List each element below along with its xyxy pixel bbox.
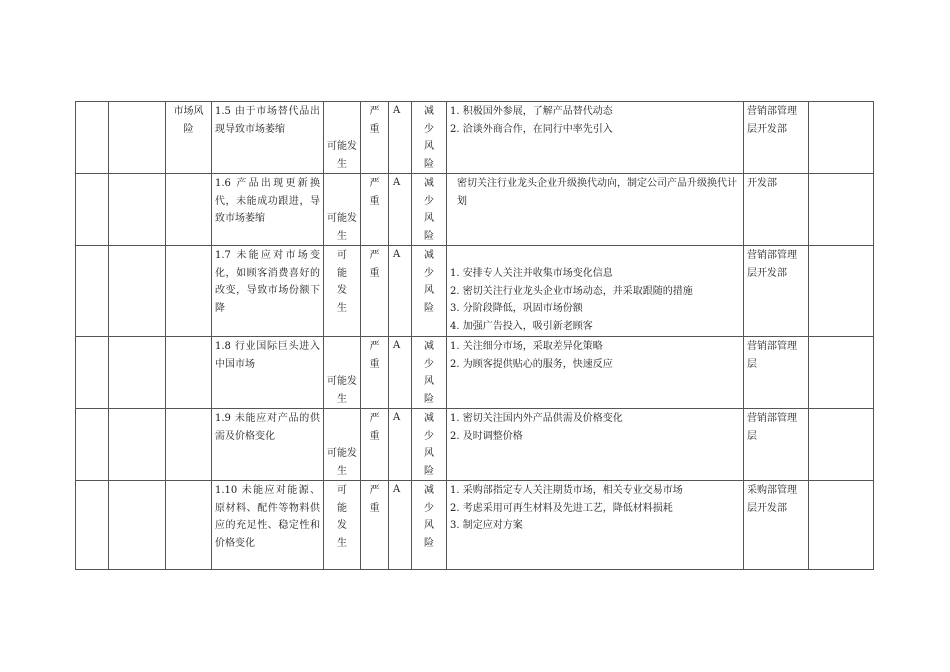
blank-cell (76, 409, 109, 481)
blank-cell (809, 481, 874, 570)
responsible-dept: 开发部 (744, 174, 809, 246)
grade-cell: A (389, 102, 412, 174)
blank-cell (809, 337, 874, 409)
blank-cell (76, 174, 109, 246)
blank-cell (166, 481, 212, 570)
blank-cell (166, 409, 212, 481)
blank-cell (166, 246, 212, 337)
grade-cell: A (389, 409, 412, 481)
blank-cell (109, 102, 166, 174)
measures-cell (447, 246, 744, 337)
risk-description: 1.5 由于市场替代品出现导致市场萎缩 (212, 102, 324, 174)
responsible-dept: 营销部管理层 (744, 409, 809, 481)
measure-line: 3. 制定应对方案 (450, 520, 523, 531)
blank-cell (76, 246, 109, 337)
severity-cell: 严重 (361, 409, 389, 481)
measures-cell (447, 337, 744, 409)
blank-cell (109, 409, 166, 481)
blank-cell (166, 174, 212, 246)
risk-description: 1.7 未能应对市场变化，如顾客消费喜好的改变，导致市场份额下降 (212, 246, 324, 337)
measures-cell (447, 174, 744, 246)
probability-cell: 可能发生 (324, 246, 361, 337)
grade-cell: A (389, 481, 412, 570)
blank-cell (109, 337, 166, 409)
responsible-dept: 营销部管理层 (744, 337, 809, 409)
probability-cell: 可能发生 (324, 337, 361, 409)
measure-line: 4. 加强广告投入，吸引新老顾客 (450, 320, 593, 332)
measure-line: 1. 积极国外参展，了解产品替代动态 (450, 106, 613, 117)
risk-row-1-6 (76, 174, 874, 246)
severity-cell: 严重 (361, 337, 389, 409)
responsible-dept: 营销部管理层开发部 (744, 246, 809, 337)
blank-cell (809, 102, 874, 174)
risk-description: 1.10 未能应对能源、原材料、配件等物料供应的充足性、稳定性和价格变化 (212, 481, 324, 570)
probability-cell: 可能发生 (324, 481, 361, 570)
severity-cell: 严重 (361, 246, 389, 337)
risk-row-1-8 (76, 337, 874, 409)
blank-cell (809, 409, 874, 481)
measure-line: 密切关注行业龙头企业升级换代动向，制定公司产品升级换代计划 (457, 178, 737, 207)
severity-cell: 严重 (361, 102, 389, 174)
measure-line: 1. 关注细分市场，采取差异化策略 (450, 341, 603, 352)
responsible-dept: 采购部管理层开发部 (744, 481, 809, 570)
blank-cell (809, 174, 874, 246)
risk-description: 1.8 行业国际巨头进入中国市场 (212, 337, 324, 409)
action-cell: 减少风险 (412, 337, 447, 409)
measure-line: 1. 密切关注国内外产品供需及价格变化 (450, 413, 623, 424)
probability-cell: 可能发生 (324, 102, 361, 174)
blank-cell (76, 102, 109, 174)
risk-category: 市场风险 (166, 102, 212, 174)
measure-line: 2. 密切关注行业龙头企业市场动态，并采取跟随的措施 (450, 285, 693, 297)
severity-cell: 严重 (361, 481, 389, 570)
measure-line: 2. 洽谈外商合作，在同行中率先引入 (450, 123, 613, 135)
action-cell: 减少风险 (412, 174, 447, 246)
blank-cell (76, 481, 109, 570)
action-cell: 减少风险 (412, 409, 447, 481)
blank-cell (109, 481, 166, 570)
action-cell: 减少风险 (412, 102, 447, 174)
measure-line: 1. 采购部指定专人关注期货市场，相关专业交易市场 (450, 485, 683, 496)
grade-cell: A (389, 337, 412, 409)
blank-cell (166, 337, 212, 409)
responsible-dept: 营销部管理层开发部 (744, 102, 809, 174)
risk-row-1-9 (76, 409, 874, 481)
measures-cell (447, 102, 744, 174)
risk-table (75, 101, 874, 570)
risk-row-1-5 (76, 102, 874, 174)
measure-line: 3. 分阶段降低，巩固市场份额 (450, 303, 583, 314)
measures-cell (447, 481, 744, 570)
measure-line: 2. 及时调整价格 (450, 430, 523, 442)
risk-description: 1.6 产品出现更新换代，未能成功跟进，导致市场萎缩 (212, 174, 324, 246)
probability-cell: 可能发生 (324, 409, 361, 481)
risk-row-1-7 (76, 246, 874, 337)
blank-cell (809, 246, 874, 337)
risk-row-1-10 (76, 481, 874, 570)
blank-cell (109, 174, 166, 246)
measure-line: 2. 为顾客提供贴心的服务，快速反应 (450, 358, 613, 370)
measure-line: 1. 安排专人关注并收集市场变化信息 (450, 268, 613, 279)
severity-cell: 严重 (361, 174, 389, 246)
action-cell: 减少风险 (412, 481, 447, 570)
risk-description: 1.9 未能应对产品的供需及价格变化 (212, 409, 324, 481)
grade-cell: A (389, 246, 412, 337)
measures-cell (447, 409, 744, 481)
measure-line: 2. 考虑采用可再生材料及先进工艺，降低材料损耗 (450, 502, 673, 514)
blank-cell (109, 246, 166, 337)
blank-cell (76, 337, 109, 409)
grade-cell: A (389, 174, 412, 246)
probability-cell: 可能发生 (324, 174, 361, 246)
action-cell: 减少风险 (412, 246, 447, 337)
